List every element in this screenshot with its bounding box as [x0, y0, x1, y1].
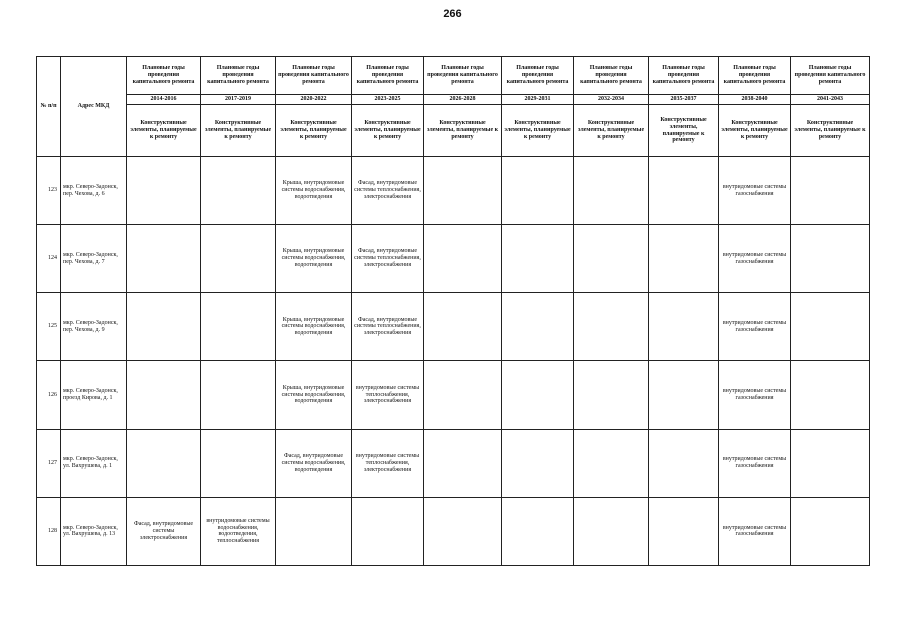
row-number: 124 — [37, 225, 61, 293]
header-elements: Конструктивные элементы, планируемые к ремонту — [276, 105, 352, 157]
repair-cell — [127, 293, 201, 361]
repair-cell — [424, 157, 502, 225]
header-elements-row — [37, 105, 870, 157]
header-elements: Конструктивные элементы, планируемые к ремонту — [719, 105, 791, 157]
repair-cell — [201, 157, 276, 225]
repair-cell — [424, 497, 502, 565]
header-years: 2038-2040 — [719, 95, 791, 105]
table-row — [37, 429, 870, 497]
repair-cell — [574, 361, 649, 429]
repair-cell — [574, 429, 649, 497]
header-years: 2020-2022 — [276, 95, 352, 105]
row-number: 126 — [37, 361, 61, 429]
repair-cell — [791, 497, 870, 565]
repair-cell — [201, 429, 276, 497]
repair-cell — [424, 361, 502, 429]
repair-cell — [502, 429, 574, 497]
header-years: 2041-2043 — [791, 95, 870, 105]
row-address: мкр. Северо-Задонск, пер. Чехова, д. 9 — [61, 293, 127, 361]
repair-cell — [649, 225, 719, 293]
row-address: мкр. Северо-Задонск, пер. Чехова, д. 7 — [61, 225, 127, 293]
header-period-title: Плановые годы проведения капитального ремонта — [791, 57, 870, 95]
table-row — [37, 225, 870, 293]
repair-cell — [502, 361, 574, 429]
header-years: 2026-2028 — [424, 95, 502, 105]
repair-cell — [791, 361, 870, 429]
header-years-row — [37, 95, 870, 105]
header-years: 2032-2034 — [574, 95, 649, 105]
row-address: мкр. Северо-Задонск, пер. Чехова, д. 6 — [61, 157, 127, 225]
repair-cell — [502, 225, 574, 293]
repair-cell — [127, 429, 201, 497]
header-period-title: Плановые годы проведения капитального ремонта — [649, 57, 719, 95]
repair-cell: внутридомовые системы газоснабжения — [719, 293, 791, 361]
header-elements: Конструктивные элементы, планируемые к ремонту — [352, 105, 424, 157]
repair-cell — [791, 293, 870, 361]
repair-cell — [649, 361, 719, 429]
header-elements: Конструктивные элементы, планируемые к ремонту — [127, 105, 201, 157]
repair-cell — [352, 497, 424, 565]
header-years: 2014-2016 — [127, 95, 201, 105]
header-period-title: Плановые годы проведения капитального ремонта — [424, 57, 502, 95]
repair-cell — [127, 361, 201, 429]
repair-cell — [276, 497, 352, 565]
repair-cell — [574, 225, 649, 293]
repair-cell: внутридомовые системы газоснабжения — [719, 225, 791, 293]
repair-schedule-table — [36, 56, 870, 566]
repair-cell — [201, 225, 276, 293]
repair-cell — [791, 429, 870, 497]
header-elements: Конструктивные элементы, планируемые к ремонту — [502, 105, 574, 157]
table-row — [37, 497, 870, 565]
header-period-title: Плановые годы проведения капитального ремонта — [276, 57, 352, 95]
repair-cell — [502, 293, 574, 361]
repair-cell: внутридомовые системы водоснабжения, водоотведения, теплоснабжения — [201, 497, 276, 565]
row-number: 128 — [37, 497, 61, 565]
header-years: 2035-2037 — [649, 95, 719, 105]
repair-cell: Фасад, внутридомовые системы теплоснабжения, электроснабжения — [352, 157, 424, 225]
header-period-title: Плановые годы проведения капитального ремонта — [201, 57, 276, 95]
repair-cell — [424, 429, 502, 497]
repair-cell: Фасад, внутридомовые системы водоснабжения, водоотведения — [276, 429, 352, 497]
header-period-title: Плановые годы проведения капитального ремонта — [127, 57, 201, 95]
header-period-title: Плановые годы проведения капитального ремонта — [502, 57, 574, 95]
repair-cell — [649, 497, 719, 565]
header-elements: Конструктивные элементы, планируемые к ремонту — [424, 105, 502, 157]
repair-cell: Крыша, внутридомовые системы водоснабжения, водоотведения — [276, 225, 352, 293]
header-elements: Конструктивные элементы, планируемые к ремонту — [791, 105, 870, 157]
repair-cell: внутридомовые системы теплоснабжения, электроснабжения — [352, 429, 424, 497]
repair-cell: Крыша, внутридомовые системы водоснабжения, водоотведения — [276, 361, 352, 429]
repair-cell: внутридомовые системы газоснабжения — [719, 429, 791, 497]
header-periods-row — [37, 57, 870, 95]
repair-cell — [791, 157, 870, 225]
repair-cell — [502, 497, 574, 565]
repair-cell — [649, 293, 719, 361]
repair-cell: Крыша, внутридомовые системы водоснабжения, водоотведения — [276, 293, 352, 361]
header-elements: Конструктивные элементы, планируемые к ремонту — [574, 105, 649, 157]
row-address: мкр. Северо-Задонск, ул. Вахрушева, д. 13 — [61, 497, 127, 565]
row-number: 125 — [37, 293, 61, 361]
repair-cell — [574, 157, 649, 225]
header-address: Адрес МКД — [61, 57, 127, 157]
repair-cell — [574, 293, 649, 361]
header-period-title: Плановые годы проведения капитального ремонта — [574, 57, 649, 95]
repair-cell — [201, 293, 276, 361]
row-number: 127 — [37, 429, 61, 497]
repair-cell: внутридомовые системы газоснабжения — [719, 361, 791, 429]
table-row — [37, 361, 870, 429]
header-years: 2023-2025 — [352, 95, 424, 105]
repair-cell: Крыша, внутридомовые системы водоснабжения, водоотведения — [276, 157, 352, 225]
header-period-title: Плановые годы проведения капитального ремонта — [719, 57, 791, 95]
header-elements: Конструктивные элементы, планируемые к ремонту — [649, 105, 719, 157]
repair-cell: Фасад, внутридомовые системы теплоснабжения, электроснабжения — [352, 293, 424, 361]
repair-cell — [127, 157, 201, 225]
repair-cell: внутридомовые системы газоснабжения — [719, 497, 791, 565]
row-address: мкр. Северо-Задонск, проезд Кирова, д. 1 — [61, 361, 127, 429]
repair-cell — [649, 157, 719, 225]
repair-cell: Фасад, внутридомовые системы электроснабжения — [127, 497, 201, 565]
header-years: 2029-2031 — [502, 95, 574, 105]
header-num: № п/п — [37, 57, 61, 157]
repair-cell — [649, 429, 719, 497]
header-years: 2017-2019 — [201, 95, 276, 105]
table-row — [37, 293, 870, 361]
page-number: 266 — [443, 8, 462, 20]
repair-cell: внутридомовые системы газоснабжения — [719, 157, 791, 225]
repair-cell — [201, 361, 276, 429]
repair-cell — [424, 293, 502, 361]
repair-cell — [127, 225, 201, 293]
repair-cell: Фасад, внутридомовые системы теплоснабжения, электроснабжения — [352, 225, 424, 293]
repair-cell — [791, 225, 870, 293]
repair-cell: внутридомовые системы теплоснабжения, электроснабжения — [352, 361, 424, 429]
repair-cell — [502, 157, 574, 225]
table-row — [37, 157, 870, 225]
header-period-title: Плановые годы проведения капитального ремонта — [352, 57, 424, 95]
repair-cell — [424, 225, 502, 293]
repair-cell — [574, 497, 649, 565]
header-elements: Конструктивные элементы, планируемые к ремонту — [201, 105, 276, 157]
row-number: 123 — [37, 157, 61, 225]
row-address: мкр. Северо-Задонск, ул. Вахрушева, д. 1 — [61, 429, 127, 497]
